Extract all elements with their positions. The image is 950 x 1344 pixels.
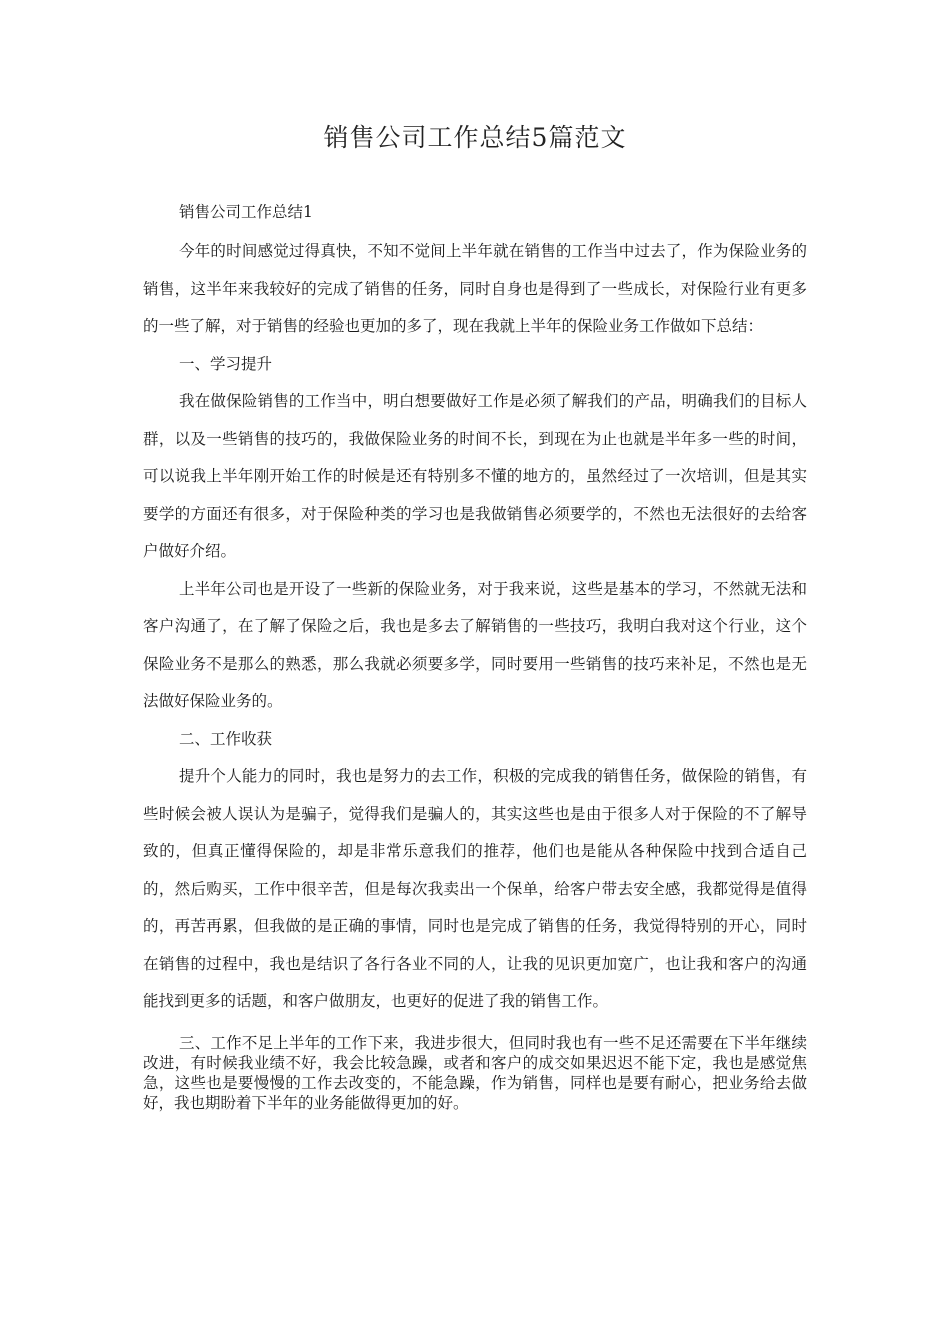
gains-paragraph: 提升个人能力的同时，我也是努力的去工作，积极的完成我的销售任务，做保险的销售，有些时候会被人误认为是骗子，觉得我们是骗人的，其实这些也是由于很多人对于保险的不了解导致的，但真正懂得保险的，却是非常乐意我们的推荐，他们也是能从各种保险中找到合适自己的，然后购买，工作中很辛苦，但是每次我卖出一个保单，给客户带去安全感，我都觉得是值得的，再苦再累，但我做的是正确的事情，同时也是完成了销售的任务，我觉得特别的开心，同时在销售的过程中，我也是结识了各行各业不同的人，让我的见识更加宽广，也让我和客户的沟通能找到更多的话题，和客户做朋友，也更好的促进了我的销售工作。 [143,767,807,1010]
study-paragraph-2: 上半年公司也是开设了一些新的保险业务，对于我来说，这些是基本的学习，不然就无法和客户沟通了，在了解了保险之后，我也是多去了解销售的一些技巧，我明白我对这个行业，这个保险业务不是那么的熟悉，那么我就必须要多学，同时要用一些销售的技巧来补足，不然也是无法做好保险业务的。 [143,579,807,710]
document-subtitle: 销售公司工作总结1 [179,203,313,221]
section-heading-study: 一、学习提升 [179,354,273,373]
document-title: 销售公司工作总结5篇范文 [323,123,627,152]
intro-paragraph: 今年的时间感觉过得真快，不知不觉间上半年就在销售的工作当中过去了，作为保险业务的销售，这半年来我较好的完成了销售的任务，同时自身也是得到了一些成长，对保险行业有更多的一些了解，对于销售的经验也更加的多了，现在我就上半年的保险业务工作做如下总结： [143,242,807,335]
document-body [143,199,807,1113]
section-heading-gains: 二、工作收获 [179,729,273,748]
shortcomings-paragraph: 三、工作不足上半年的工作下来，我进步很大，但同时我也有一些不足还需要在下半年继续改进，有时候我业绩不好，我会比较急躁，或者和客户的成交如果迟迟不能下定，我也是感觉焦急，这些也是要慢慢的工作去改变的，不能急躁，作为销售，同样也是要有耐心，把业务给去做好，我也期盼着下半年的业务能做得更加的好。 [143,1033,807,1112]
study-paragraph-1: 我在做保险销售的工作当中，明白想要做好工作是必须了解我们的产品，明确我们的目标人群，以及一些销售的技巧的，我做保险业务的时间不长，到现在为止也就是半年多一些的时间，可以说我上半年刚开始工作的时候是还有特别多不懂的地方的，虽然经过了一次培训，但是其实要学的方面还有很多，对于保险种类的学习也是我做销售必须要学的，不然也无法很好的去给客户做好介绍。 [143,392,807,560]
